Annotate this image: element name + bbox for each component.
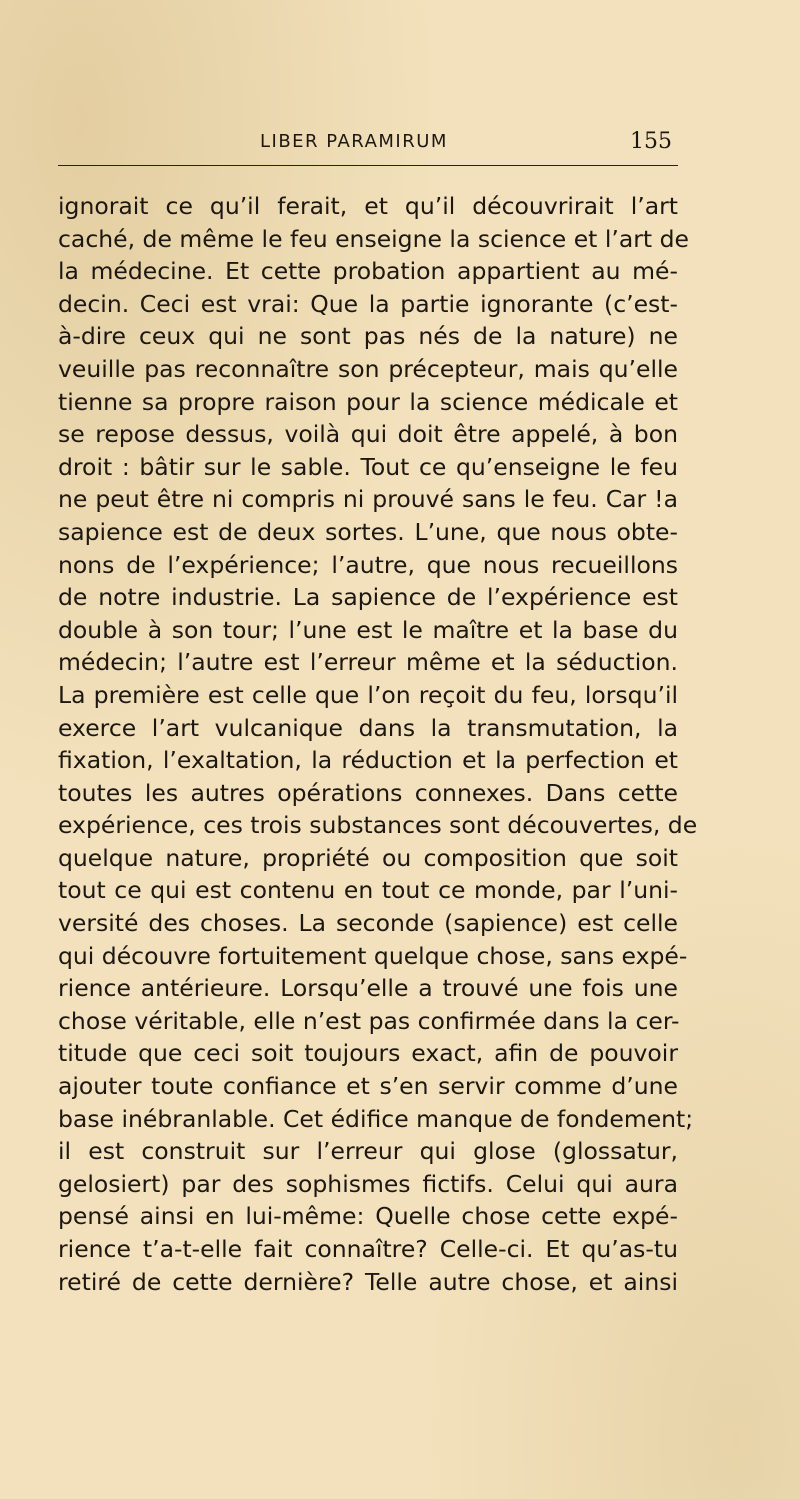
text-line: à-dire ceux qui ne sont pas nés de la nature) ne — [58, 322, 678, 351]
text-line: toutes les autres opérations connexes. Dans cette — [58, 778, 678, 807]
text-line: rience antérieure. Lorsqu’elle a trouvé une fois une — [58, 974, 678, 1003]
text-line: veuille pas reconnaître son précepteur, mais qu’elle — [58, 354, 678, 383]
text-line: il est construit sur l’erreur qui glose (glossatur, — [58, 1137, 678, 1166]
text-line: versité des choses. La seconde (sapience) est celle — [58, 909, 678, 938]
text-line: ajouter toute confiance et s’en servir comme d’une — [58, 1072, 678, 1101]
text-line: médecin; l’autre est l’erreur même et la séduction. — [58, 648, 678, 677]
text-line: la médecine. Et cette probation appartient au mé- — [58, 257, 678, 286]
page-number: 155 — [630, 129, 672, 154]
text-line: sapience est de deux sortes. L’une, que nous obte- — [58, 517, 678, 546]
text-line: qui découvre fortuitement quelque chose, sans expé- — [58, 941, 688, 970]
text-line: ne peut être ni compris ni prouvé sans le feu. Car !a — [58, 485, 678, 514]
text-line: expérience, ces trois substances sont découvertes, de — [58, 811, 698, 840]
text-line: de notre industrie. La sapience de l’expérience est — [58, 583, 678, 612]
text-line: double à son tour; l’une est le maître et la base du — [58, 615, 678, 644]
text-line: titude que ceci soit toujours exact, afin de pouvoir — [58, 1039, 678, 1068]
text-line: se repose dessus, voilà qui doit être appelé, à bon — [58, 420, 678, 449]
text-line: nons de l’expérience; l’autre, que nous recueillons — [58, 550, 678, 579]
text-line: ignorait ce qu’il ferait, et qu’il découvrirait l’art — [58, 192, 678, 220]
page-header — [58, 127, 678, 157]
text-line: retiré de cette dernière? Telle autre chose, et ainsi — [58, 1267, 678, 1296]
running-title: LIBER PARAMIRUM — [260, 131, 448, 152]
text-line: exerce l’art vulcanique dans la transmutation, la — [58, 713, 678, 742]
header-rule — [58, 165, 678, 166]
text-line: pensé ainsi en lui-même: Quelle chose cette expé- — [58, 1202, 678, 1231]
text-line: rience t’a-t-elle fait connaître? Celle-ci. Et qu’as-tu — [58, 1235, 678, 1263]
text-line: droit : bâtir sur le sable. Tout ce qu’enseigne le feu — [58, 452, 678, 481]
text-line: base inébranlable. Cet édifice manque de fondement; — [58, 1104, 694, 1133]
text-line: chose véritable, elle n’est pas confirmée dans la cer- — [58, 1006, 680, 1035]
text-line: decin. Ceci est vrai: Que la partie ignorante (c’est- — [58, 289, 678, 318]
body-text — [58, 190, 698, 1298]
text-line: La première est celle que l’on reçoit du feu, lorsqu’il — [58, 680, 678, 709]
text-line: tout ce qui est contenu en tout ce monde, par l’uni- — [58, 876, 678, 905]
text-line: quelque nature, propriété ou composition que soit — [58, 843, 678, 872]
text-line: fixation, l’exaltation, la réduction et la perfection et — [58, 746, 678, 775]
text-line: tienne sa propre raison pour la science médicale et — [58, 387, 678, 416]
text-line: gelosiert) par des sophismes fictifs. Celui qui aura — [58, 1169, 678, 1198]
text-line: caché, de même le feu enseigne la science et l’art de — [58, 224, 689, 253]
